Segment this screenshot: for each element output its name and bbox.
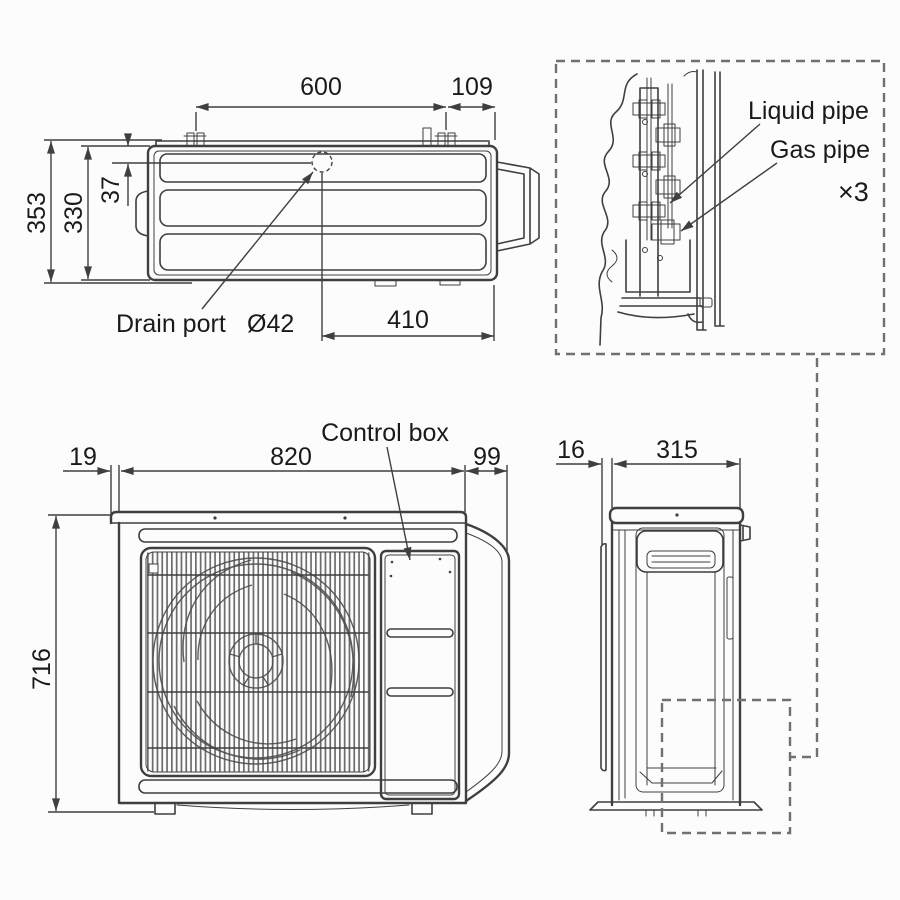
dim-depth-body: 330 xyxy=(60,192,88,234)
label-liquid-pipe: Liquid pipe xyxy=(748,97,869,125)
front-slat-bottom xyxy=(139,780,457,793)
label-drain-port: Drain port xyxy=(116,310,226,338)
torn-edge xyxy=(599,74,637,345)
side-flange-inner xyxy=(466,533,502,792)
top-slat-2 xyxy=(160,190,486,226)
panel-divider-1 xyxy=(387,629,453,637)
side-handle xyxy=(136,191,148,236)
front-view-unit-body xyxy=(111,512,509,814)
front-view xyxy=(28,419,509,814)
panel-clip xyxy=(727,577,733,639)
side-view-dimension-lines xyxy=(556,458,740,545)
mounting-bolts xyxy=(184,128,457,146)
side-tab xyxy=(740,525,750,541)
control-box-leader xyxy=(387,447,410,560)
label-gas-pipe: Gas pipe xyxy=(770,136,871,164)
side-view-unit-body xyxy=(590,508,762,816)
valve-plate xyxy=(640,88,658,296)
guard-strip xyxy=(601,544,606,771)
detail-reference-box xyxy=(662,700,790,833)
bottom-tray xyxy=(640,768,722,783)
control-box-panel xyxy=(381,551,459,799)
dim-side-depth: 315 xyxy=(656,436,698,464)
label-control-box: Control box xyxy=(321,419,449,447)
dim-top-right-offset: 109 xyxy=(451,73,493,101)
top-slat-1 xyxy=(160,154,486,182)
top-panel xyxy=(111,512,466,523)
top-slat-3 xyxy=(160,234,486,270)
panel-edge xyxy=(697,70,724,330)
pipe-detail-drawing xyxy=(599,70,724,345)
top-view xyxy=(23,73,539,341)
base-plate xyxy=(590,802,762,810)
dim-drain-from-right: 410 xyxy=(387,306,429,334)
base-curve xyxy=(618,312,702,322)
panel-top-curve xyxy=(684,72,697,77)
dim-side-guard-offset: 16 xyxy=(557,436,585,464)
pipe-cover-protrusion xyxy=(497,162,539,251)
gas-pipe-leader xyxy=(681,163,777,231)
side-view xyxy=(556,436,790,833)
dim-front-left-offset: 19 xyxy=(69,443,97,471)
top-view-unit-body xyxy=(136,128,539,286)
dim-front-width: 820 xyxy=(270,443,312,471)
bottom-skirt xyxy=(177,805,409,810)
fan xyxy=(153,558,359,764)
drain-port-circle xyxy=(312,152,332,172)
dim-drain-offset: 37 xyxy=(97,176,125,204)
label-drain-size: Ø42 xyxy=(247,310,295,338)
drain-port-leader xyxy=(202,172,313,309)
dim-front-height: 716 xyxy=(28,648,56,690)
fan-grille xyxy=(141,548,375,776)
drain-port xyxy=(202,152,332,309)
front-slat-top xyxy=(139,529,457,542)
side-outline xyxy=(612,523,740,805)
mounting-feet xyxy=(155,803,432,814)
panel-divider-2 xyxy=(387,688,453,696)
dim-top-width: 600 xyxy=(300,73,342,101)
grille-badge xyxy=(149,564,158,573)
detail-dashed-connector xyxy=(790,358,817,757)
lower-bracket xyxy=(620,240,702,306)
side-flange-outer xyxy=(466,524,509,801)
dim-front-right-depth: 99 xyxy=(473,443,501,471)
coil-detail xyxy=(607,250,617,282)
dim-depth-overall: 353 xyxy=(23,192,51,234)
label-pipe-count: ×3 xyxy=(838,177,869,207)
